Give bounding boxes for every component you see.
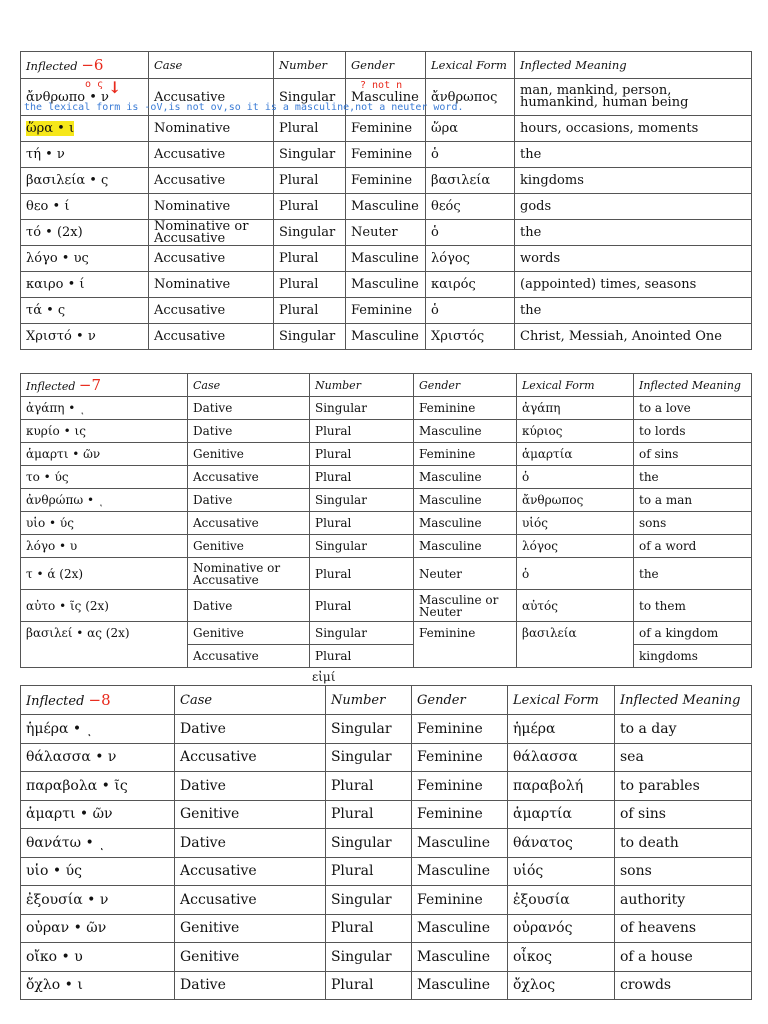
- table-row: [21, 829, 752, 858]
- cell-meaning: to death: [615, 829, 752, 858]
- table-header-row: [21, 52, 752, 79]
- cell-case: Accusative: [188, 512, 310, 535]
- cell-gender: Feminine: [414, 443, 517, 466]
- table-row: [21, 420, 752, 443]
- cell-gender: Feminine: [414, 622, 517, 668]
- cell-case: Accusative: [149, 79, 274, 116]
- cell-meaning: gods: [515, 194, 752, 220]
- cell-case: Nominative: [149, 194, 274, 220]
- cell-lexical-form: ἐξουσία: [508, 886, 615, 915]
- cell-gender: Masculine: [412, 914, 508, 943]
- table-row: [21, 772, 752, 801]
- table-row: [21, 116, 752, 142]
- cell-gender: Feminine: [412, 886, 508, 915]
- cell-case: Dative: [175, 715, 326, 744]
- cell-number: Singular: [274, 142, 346, 168]
- cell-number: Plural: [310, 420, 414, 443]
- header-lexical-form: Lexical Form: [517, 374, 634, 397]
- table-number-mark: −8: [88, 691, 111, 709]
- cell-gender: Feminine: [346, 142, 426, 168]
- table-row: [21, 743, 752, 772]
- cell-meaning: of a word: [634, 535, 752, 558]
- cell-case: Dative: [175, 829, 326, 858]
- cell-number: Singular: [326, 715, 412, 744]
- cell-meaning: the: [515, 142, 752, 168]
- cell-number: Plural: [326, 772, 412, 801]
- cell-gender: Masculine: [414, 512, 517, 535]
- cell-case: Genitive: [175, 914, 326, 943]
- header-number: Number: [310, 374, 414, 397]
- header-case: Case: [175, 686, 326, 715]
- cell-lexical-form: ἄνθρωπος: [517, 489, 634, 512]
- table-row: [21, 220, 752, 246]
- cell-number: Plural: [326, 914, 412, 943]
- cell-lexical-form: λόγος: [426, 246, 515, 272]
- cell-inflected: ἁμαρτι • ῶν: [21, 443, 188, 466]
- cell-inflected: παραβολα • ῖς: [21, 772, 175, 801]
- cell-inflected: υἱο • ύς: [21, 512, 188, 535]
- cell-inflected: βασιλεί • ας (2x): [21, 622, 188, 668]
- cell-case: Genitive: [188, 535, 310, 558]
- cell-number: Singular: [310, 535, 414, 558]
- cell-lexical-form: ὁ: [517, 466, 634, 489]
- cell-inflected: ἀγάπη • ͺ: [21, 397, 188, 420]
- cell-meaning: the: [515, 220, 752, 246]
- header-inflected-meaning: Inflected Meaning: [634, 374, 752, 397]
- cell-number: Plural: [310, 590, 414, 622]
- cell-gender: Feminine: [412, 800, 508, 829]
- cell-inflected: ἡμέρα • ͺ: [21, 715, 175, 744]
- cell-inflected: τ • ά (2x): [21, 558, 188, 590]
- table-row: [21, 886, 752, 915]
- cell-meaning: of heavens: [615, 914, 752, 943]
- cell-inflected: θάλασσα • ν: [21, 743, 175, 772]
- cell-meaning: the: [634, 558, 752, 590]
- cell-gender: Feminine: [412, 715, 508, 744]
- cell-number: Plural: [310, 512, 414, 535]
- table-row: [21, 800, 752, 829]
- cell-inflected: το • ύς: [21, 466, 188, 489]
- cell-inflected: ἁμαρτι • ῶν: [21, 800, 175, 829]
- cell-number: Singular: [310, 489, 414, 512]
- cell-lexical-form: Χριστός: [426, 324, 515, 350]
- cell-lexical-form: κύριος: [517, 420, 634, 443]
- cell-meaning: to a love: [634, 397, 752, 420]
- cell-gender: Feminine: [414, 397, 517, 420]
- cell-number: Singular: [326, 886, 412, 915]
- table-row: [21, 914, 752, 943]
- cell-lexical-form: βασιλεία: [426, 168, 515, 194]
- inflection-table-7: [20, 373, 752, 668]
- cell-inflected: υἱο • ύς: [21, 857, 175, 886]
- table-row: [21, 298, 752, 324]
- cell-lexical-form: ἁμαρτία: [517, 443, 634, 466]
- cell-meaning: to lords: [634, 420, 752, 443]
- cell-meaning: authority: [615, 886, 752, 915]
- table-number-mark: −7: [78, 376, 102, 394]
- cell-case: Genitive: [188, 443, 310, 466]
- arrow-down-icon: ↓: [108, 78, 122, 97]
- cell-case: Genitive: [175, 943, 326, 972]
- table-row: [21, 489, 752, 512]
- cell-case: Accusative: [175, 743, 326, 772]
- cell-meaning: kingdoms: [634, 645, 752, 668]
- cell-case: Accusative: [175, 857, 326, 886]
- cell-number: Singular: [310, 397, 414, 420]
- cell-lexical-form: βασιλεία: [517, 622, 634, 668]
- cell-meaning: of sins: [634, 443, 752, 466]
- cell-case: Accusative: [149, 168, 274, 194]
- cell-number: Singular: [326, 829, 412, 858]
- table-row: [21, 246, 752, 272]
- cell-number: Plural: [326, 971, 412, 1000]
- cell-number: Plural: [310, 645, 414, 668]
- cell-gender: Feminine: [412, 743, 508, 772]
- cell-inflected: θεο • ί: [21, 194, 149, 220]
- cell-meaning: sea: [615, 743, 752, 772]
- cell-inflected: θανάτω • ͺ: [21, 829, 175, 858]
- table-row: [21, 443, 752, 466]
- table-row: [21, 168, 752, 194]
- cell-meaning: Christ, Messiah, Anointed One: [515, 324, 752, 350]
- cell-gender: Masculine: [412, 857, 508, 886]
- cell-meaning: to a day: [615, 715, 752, 744]
- cell-meaning: hours, occasions, moments: [515, 116, 752, 142]
- table-row: [21, 971, 752, 1000]
- cell-meaning: the: [634, 466, 752, 489]
- cell-case: Accusative: [149, 324, 274, 350]
- cell-case: Dative: [175, 772, 326, 801]
- cell-gender: Masculine: [414, 535, 517, 558]
- table-row: [21, 397, 752, 420]
- table-row: [21, 194, 752, 220]
- cell-number: Plural: [326, 800, 412, 829]
- cell-gender: Masculine: [412, 943, 508, 972]
- header-gender: Gender: [412, 686, 508, 715]
- cell-case: Genitive: [188, 622, 310, 645]
- cell-inflected: καιρο • ί: [21, 272, 149, 298]
- cell-meaning: words: [515, 246, 752, 272]
- cell-gender: Masculine: [414, 420, 517, 443]
- cell-case: Dative: [188, 489, 310, 512]
- cell-lexical-form: ἡμέρα: [508, 715, 615, 744]
- table-number-mark: −6: [81, 56, 104, 74]
- cell-number: Plural: [274, 298, 346, 324]
- cell-gender: Feminine: [346, 168, 426, 194]
- header-gender: Gender: [346, 52, 426, 79]
- cell-lexical-form: ὥρα: [426, 116, 515, 142]
- cell-gender: Masculine: [346, 194, 426, 220]
- cell-meaning: of a kingdom: [634, 622, 752, 645]
- inflection-table-8: [20, 685, 752, 1000]
- inflection-table-6: [20, 51, 752, 350]
- cell-inflected: τό • (2x): [21, 220, 149, 246]
- cell-meaning: to a man: [634, 489, 752, 512]
- header-lexical-form: Lexical Form: [508, 686, 615, 715]
- table-row: [21, 535, 752, 558]
- cell-number: Singular: [326, 743, 412, 772]
- cell-lexical-form: ὁ: [426, 142, 515, 168]
- cell-case: Dative: [188, 590, 310, 622]
- cell-gender: Feminine: [346, 298, 426, 324]
- cell-gender: Masculine: [414, 466, 517, 489]
- cell-inflected: οἴκο • υ: [21, 943, 175, 972]
- cell-number: Plural: [326, 857, 412, 886]
- cell-meaning: sons: [634, 512, 752, 535]
- cell-lexical-form: θάνατος: [508, 829, 615, 858]
- table-row: [21, 466, 752, 489]
- cell-gender: Neuter: [414, 558, 517, 590]
- cell-case: Dative: [188, 397, 310, 420]
- cell-number: Singular: [310, 622, 414, 645]
- cell-case: Nominative: [149, 116, 274, 142]
- cell-inflected: κυρίο • ις: [21, 420, 188, 443]
- header-inflected-meaning: Inflected Meaning: [615, 686, 752, 715]
- cell-case: Accusative: [149, 142, 274, 168]
- table-row: [21, 590, 752, 622]
- cell-meaning: man, mankind, person, humankind, human being: [515, 79, 752, 116]
- cell-lexical-form: αὐτός: [517, 590, 634, 622]
- cell-inflected: βασιλεία • ς: [21, 168, 149, 194]
- cell-case: Accusative: [188, 466, 310, 489]
- cell-case: Nominative: [149, 272, 274, 298]
- header-inflected-meaning: Inflected Meaning: [515, 52, 752, 79]
- cell-lexical-form: ὁ: [426, 220, 515, 246]
- cell-inflected: τή • ν: [21, 142, 149, 168]
- header-inflected: Inflected −6: [21, 52, 149, 79]
- header-lexical-form: Lexical Form: [426, 52, 515, 79]
- header-inflected: Inflected −8: [21, 686, 175, 715]
- lexical-annotation: the lexical form is -oV,is not ov,so it is a masculine,not a neuter word.: [24, 102, 464, 113]
- cell-number: Plural: [274, 194, 346, 220]
- cell-gender: Neuter: [346, 220, 426, 246]
- table-row: [21, 324, 752, 350]
- cell-meaning: crowds: [615, 971, 752, 1000]
- cell-gender: Masculine: [346, 324, 426, 350]
- table-row: [21, 857, 752, 886]
- cell-meaning: the: [515, 298, 752, 324]
- cell-lexical-form: ἄνθρωπος: [426, 79, 515, 116]
- cell-lexical-form: οὐρανός: [508, 914, 615, 943]
- cell-inflected: τά • ς: [21, 298, 149, 324]
- cell-inflected: ὄχλο • ι: [21, 971, 175, 1000]
- cell-case: Accusative: [149, 298, 274, 324]
- cell-case: Nominative or Accusative: [188, 558, 310, 590]
- cell-case: Accusative: [149, 246, 274, 272]
- cell-number: Plural: [310, 443, 414, 466]
- table-row: [21, 943, 752, 972]
- cell-number: Plural: [274, 116, 346, 142]
- cell-lexical-form: θεός: [426, 194, 515, 220]
- cell-case: Nominative or Accusative: [149, 220, 274, 246]
- cell-gender: Masculine: [346, 246, 426, 272]
- cell-case: Dative: [188, 420, 310, 443]
- cell-meaning: sons: [615, 857, 752, 886]
- table-row: [21, 142, 752, 168]
- cell-gender: Feminine: [346, 116, 426, 142]
- cell-meaning: to them: [634, 590, 752, 622]
- cell-inflected: ἐξουσία • ν: [21, 886, 175, 915]
- cell-inflected: λόγο • υς: [21, 246, 149, 272]
- header-number: Number: [326, 686, 412, 715]
- cell-case: Genitive: [175, 800, 326, 829]
- cell-number: Plural: [274, 168, 346, 194]
- cell-lexical-form: οἶκος: [508, 943, 615, 972]
- cell-lexical-form: καιρός: [426, 272, 515, 298]
- header-case: Case: [149, 52, 274, 79]
- cell-number: Singular: [274, 220, 346, 246]
- cell-inflected: ἄνθρωπο • ν: [21, 79, 149, 116]
- cell-lexical-form: λόγος: [517, 535, 634, 558]
- cell-inflected: Χριστό • ν: [21, 324, 149, 350]
- cell-number: Singular: [326, 943, 412, 972]
- cell-lexical-form: υἱός: [517, 512, 634, 535]
- table-row: [21, 512, 752, 535]
- header-case: Case: [188, 374, 310, 397]
- cell-lexical-form: ἁμαρτία: [508, 800, 615, 829]
- cell-case: Accusative: [175, 886, 326, 915]
- cell-gender: Masculine: [346, 79, 426, 116]
- cell-gender: Masculine: [412, 971, 508, 1000]
- cell-inflected: οὐραν • ῶν: [21, 914, 175, 943]
- cell-lexical-form: ὄχλος: [508, 971, 615, 1000]
- cell-lexical-form: παραβολή: [508, 772, 615, 801]
- cell-meaning: (appointed) times, seasons: [515, 272, 752, 298]
- cell-gender: Feminine: [412, 772, 508, 801]
- table-row: [21, 558, 752, 590]
- table-row: [21, 715, 752, 744]
- header-number: Number: [274, 52, 346, 79]
- cell-number: Plural: [310, 558, 414, 590]
- cell-inflected: λόγο • υ: [21, 535, 188, 558]
- table-header-row: [21, 374, 752, 397]
- cell-number: Plural: [274, 246, 346, 272]
- table-row: [21, 272, 752, 298]
- cell-inflected: ἀνθρώπω • ͺ: [21, 489, 188, 512]
- suffix-annotation: ο ς: [85, 79, 104, 90]
- cell-gender: Masculine: [412, 829, 508, 858]
- header-gender: Gender: [414, 374, 517, 397]
- cell-number: Plural: [274, 272, 346, 298]
- table-header-row: [21, 686, 752, 715]
- cell-number: Singular: [274, 324, 346, 350]
- cell-inflected: [21, 116, 149, 142]
- highlighted-text: ὥρα • ι: [26, 121, 75, 136]
- gender-annotation: ? not n: [360, 80, 403, 91]
- cell-gender: Masculine: [414, 489, 517, 512]
- cell-case: Dative: [175, 971, 326, 1000]
- between-tables-caption: εἰμί: [312, 670, 336, 684]
- cell-lexical-form: θάλασσα: [508, 743, 615, 772]
- cell-inflected: αὐτο • ῖς (2x): [21, 590, 188, 622]
- cell-number: Singular: [274, 79, 346, 116]
- cell-meaning: of a house: [615, 943, 752, 972]
- cell-lexical-form: ὁ: [517, 558, 634, 590]
- cell-gender: Masculine: [346, 272, 426, 298]
- cell-number: Plural: [310, 466, 414, 489]
- header-inflected: Inflected −7: [21, 374, 188, 397]
- cell-meaning: of sins: [615, 800, 752, 829]
- cell-lexical-form: ὁ: [426, 298, 515, 324]
- cell-meaning: kingdoms: [515, 168, 752, 194]
- cell-gender: Masculine or Neuter: [414, 590, 517, 622]
- cell-case: Accusative: [188, 645, 310, 668]
- cell-lexical-form: υἱός: [508, 857, 615, 886]
- cell-lexical-form: ἀγάπη: [517, 397, 634, 420]
- table-row: [21, 622, 752, 645]
- cell-meaning: to parables: [615, 772, 752, 801]
